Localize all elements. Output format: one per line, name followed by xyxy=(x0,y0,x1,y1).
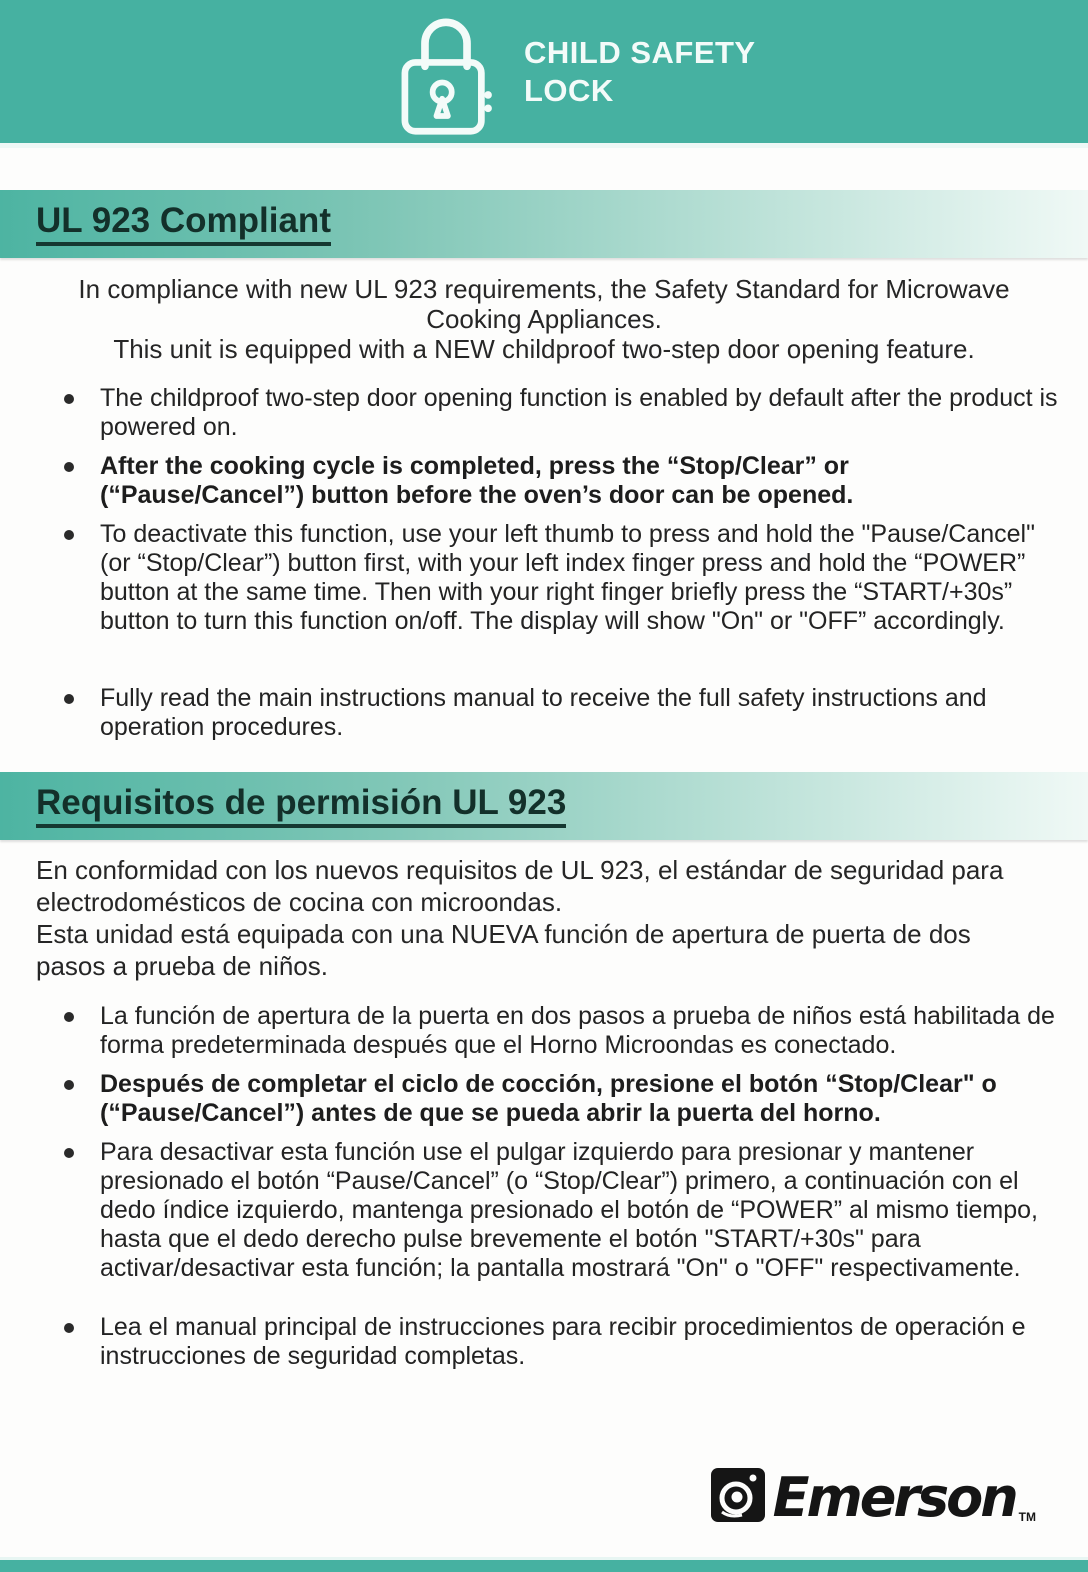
padlock-icon xyxy=(398,7,494,137)
top-banner-title xyxy=(524,34,756,110)
spanish-section xyxy=(0,772,1088,1371)
child-safety-lock-banner xyxy=(0,0,1088,148)
bullet-item: Para desactivar esta función use el pulgar izquierdo para presionar y mantener presionado el botón “Pause/Cancel” (o “Stop/Clear”) primero, a continuación con el dedo índice izquierdo, mantenga presionado el botón de “POWER” al mismo tiempo, hasta que el dedo derecho pulse brevemente el botón "START/+30s" para activar/desactivar esta función; la pantalla mostrará "On" o "OFF" respectivamente. xyxy=(100,1138,1058,1283)
spanish-heading: Requisitos de permisión UL 923 xyxy=(36,784,566,829)
spanish-intro-line: Esta unidad está equipada con una NUEVA función de apertura de puerta de dos xyxy=(36,919,971,949)
english-section xyxy=(0,190,1088,742)
bullet-item: After the cooking cycle is completed, press the “Stop/Clear” or (“Pause/Cancel”) button before the oven’s door can be opened. xyxy=(100,452,1058,510)
english-bullet-list xyxy=(0,384,1058,742)
emerson-wordmark: Emerson xyxy=(772,1465,1016,1529)
english-intro-line: In compliance with new UL 923 requirements, the Safety Standard for Microwave xyxy=(78,274,1010,304)
emerson-badge-icon xyxy=(710,1467,766,1528)
spanish-intro-line: pasos a prueba de niños. xyxy=(36,951,328,981)
spanish-bullet-list xyxy=(0,1002,1058,1371)
english-intro-line: Cooking Appliances. xyxy=(426,304,662,334)
spanish-intro-line: En conformidad con los nuevos requisitos de UL 923, el estándar de seguridad para xyxy=(36,855,1004,885)
bullet-item: The childproof two-step door opening function is enabled by default after the product is powered on. xyxy=(100,384,1058,441)
spanish-intro-line: electrodomésticos de cocina con microondas. xyxy=(36,887,563,917)
english-heading: UL 923 Compliant xyxy=(36,202,331,247)
top-banner-content xyxy=(398,7,756,137)
spanish-heading-banner xyxy=(0,772,1088,840)
english-intro-line: This unit is equipped with a NEW childproof two-step door opening feature. xyxy=(113,334,975,364)
trademark-symbol: TM xyxy=(1018,1510,1036,1524)
emerson-logo xyxy=(710,1467,1036,1528)
bullet-item: Fully read the main instructions manual to receive the full safety instructions and operation procedures. xyxy=(100,684,1058,742)
bullet-item: La función de apertura de la puerta en dos pasos a prueba de niños está habilitada de forma predeterminada después que el Horno Microondas es conectado. xyxy=(100,1002,1058,1060)
bullet-item: Lea el manual principal de instrucciones para recibir procedimientos de operación e instrucciones de seguridad completas. xyxy=(100,1313,1058,1371)
bullet-item: To deactivate this function, use your left thumb to press and hold the "Pause/Cancel" (or “Stop/Clear”) button first, with your left index finger press and hold the “POWER” button at the same time. Then with your right finger briefly press the “START/+30s” button to turn this function on/off. The display will show "On" or "OFF” accordingly. xyxy=(100,520,1058,636)
top-title-line1: CHILD SAFETY xyxy=(524,34,756,70)
english-heading-banner xyxy=(0,190,1088,258)
bottom-teal-bar xyxy=(0,1557,1088,1572)
english-intro xyxy=(40,274,1048,364)
top-title-line2: LOCK xyxy=(524,72,614,108)
bullet-item: Después de completar el ciclo de cocción, presione el botón “Stop/Clear" o (“Pause/Cancel”) antes de que se pueda abrir la puerta del horno. xyxy=(100,1070,1058,1128)
spanish-intro xyxy=(36,854,1048,982)
